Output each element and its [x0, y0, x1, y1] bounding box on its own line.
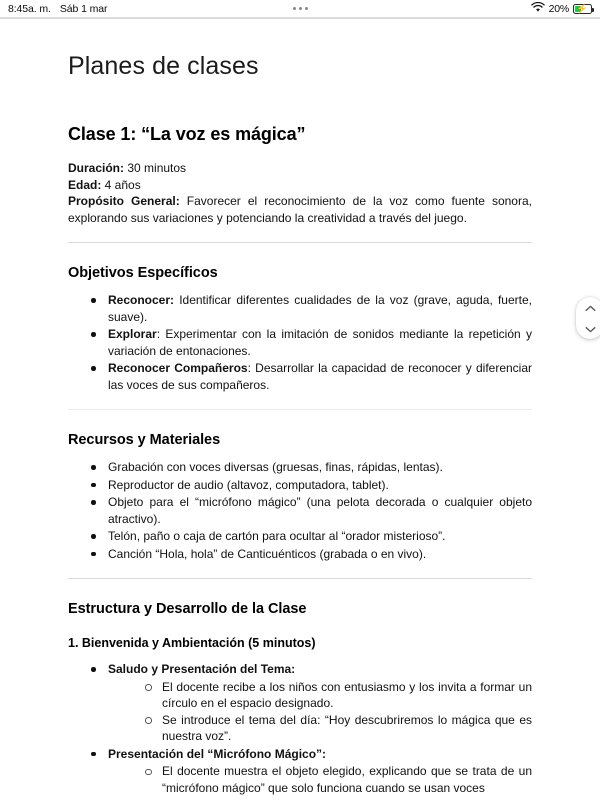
status-bar-right: [531, 2, 592, 16]
objetivo-text: : Desarrollar la capacidad de reconocer y diferenciar las voces de sus compañeros.: [108, 361, 533, 392]
status-bar: [0, 0, 600, 17]
list-item: El docente muestra el objeto elegido, explicando que se trata de un “micrófono mágico” que solo funciona cuando se usan voces: [144, 763, 532, 796]
battery-charging-icon: ⚡: [573, 4, 592, 14]
chevron-up-icon[interactable]: [585, 299, 596, 317]
wifi-icon: [531, 2, 545, 16]
estructura-step-1-heading: 1. Bienvenida y Ambientación (5 minutos): [68, 636, 316, 650]
status-time: 8:45a. m.: [8, 2, 51, 15]
estructura-heading: Estructura y Desarrollo de la Clase: [68, 601, 307, 617]
document-page[interactable]: [0, 19, 600, 800]
list-item: [90, 661, 532, 745]
meta-duracion-label: Duración:: [68, 161, 125, 175]
list-item: [90, 746, 532, 797]
objetivos-list: [68, 292, 532, 393]
estructura-sublist: [108, 679, 532, 745]
more-dots-icon: [293, 7, 308, 10]
list-item: Canción “Hola, hola” de Canticuénticos (grabada o en vivo).: [90, 546, 532, 563]
status-date: Sáb 1 mar: [59, 2, 108, 15]
section-divider-1: [68, 242, 532, 243]
meta-proposito-label: Propósito General:: [68, 194, 180, 208]
list-item: El docente recibe a los niños con entusiasmo y los invita a formar un círculo en el espacio designado.: [144, 679, 532, 712]
section-divider-2: [68, 409, 532, 410]
meta-edad-value: 4 años: [101, 177, 141, 192]
meta-duracion-value: 30 minutos: [124, 161, 187, 175]
list-item: Telón, paño o caja de cartón para ocultar al “orador misterioso”.: [90, 528, 532, 545]
list-item: Grabación con voces diversas (gruesas, finas, rápidas, lentas).: [90, 459, 532, 476]
objetivo-label: Reconocer:: [108, 293, 175, 307]
objetivos-heading: Objetivos Específicos: [68, 265, 218, 281]
chevron-down-icon[interactable]: [585, 320, 596, 338]
document-body: [0, 52, 600, 796]
objetivo-label: Explorar: [108, 327, 157, 341]
lesson-heading: Clase 1: “La voz es mágica”: [68, 124, 306, 144]
list-item: [90, 360, 532, 393]
estructura-list: [68, 661, 532, 796]
page-title: Planes de clases: [68, 52, 259, 80]
list-item: [90, 326, 532, 359]
meta-edad: [68, 177, 532, 194]
meta-proposito: [68, 193, 532, 226]
objetivo-label: Reconocer Compañeros: [108, 361, 248, 375]
list-item: Objeto para el “micrófono mágico” (una pelota decorada o cualquier objeto atractivo).: [90, 494, 532, 527]
battery-percent-label: 20%: [548, 2, 569, 15]
list-item: Se introduce el tema del día: “Hoy descubriremos lo mágica que es nuestra voz”.: [144, 712, 532, 745]
recursos-heading: Recursos y Materiales: [68, 432, 221, 448]
estructura-bullet-label: Presentación del “Micrófono Mágico”:: [108, 746, 327, 761]
section-divider-3: [68, 578, 532, 579]
objetivo-text: Identificar diferentes cualidades de la voz (grave, aguda, fuerte, suave).: [108, 293, 532, 324]
estructura-bullet-label: Saludo y Presentación del Tema:: [108, 662, 296, 676]
status-bar-left: [8, 3, 107, 15]
estructura-sublist: [108, 763, 532, 796]
recursos-list: [68, 459, 532, 562]
meta-edad-label: Edad:: [68, 177, 102, 192]
scroll-stepper[interactable]: [576, 297, 600, 339]
list-item: [90, 292, 532, 325]
meta-proposito-value: Favorecer el reconocimiento de la voz como fuente sonora, explorando sus variaciones y potenciando la creatividad a través del juego.: [68, 194, 532, 225]
meta-duracion: [68, 160, 532, 177]
list-item: Reproductor de audio (altavoz, computadora, tablet).: [90, 477, 532, 494]
objetivo-text: : Experimentar con la imitación de sonidos mediante la repetición y variación de entonaciones.: [108, 327, 532, 358]
